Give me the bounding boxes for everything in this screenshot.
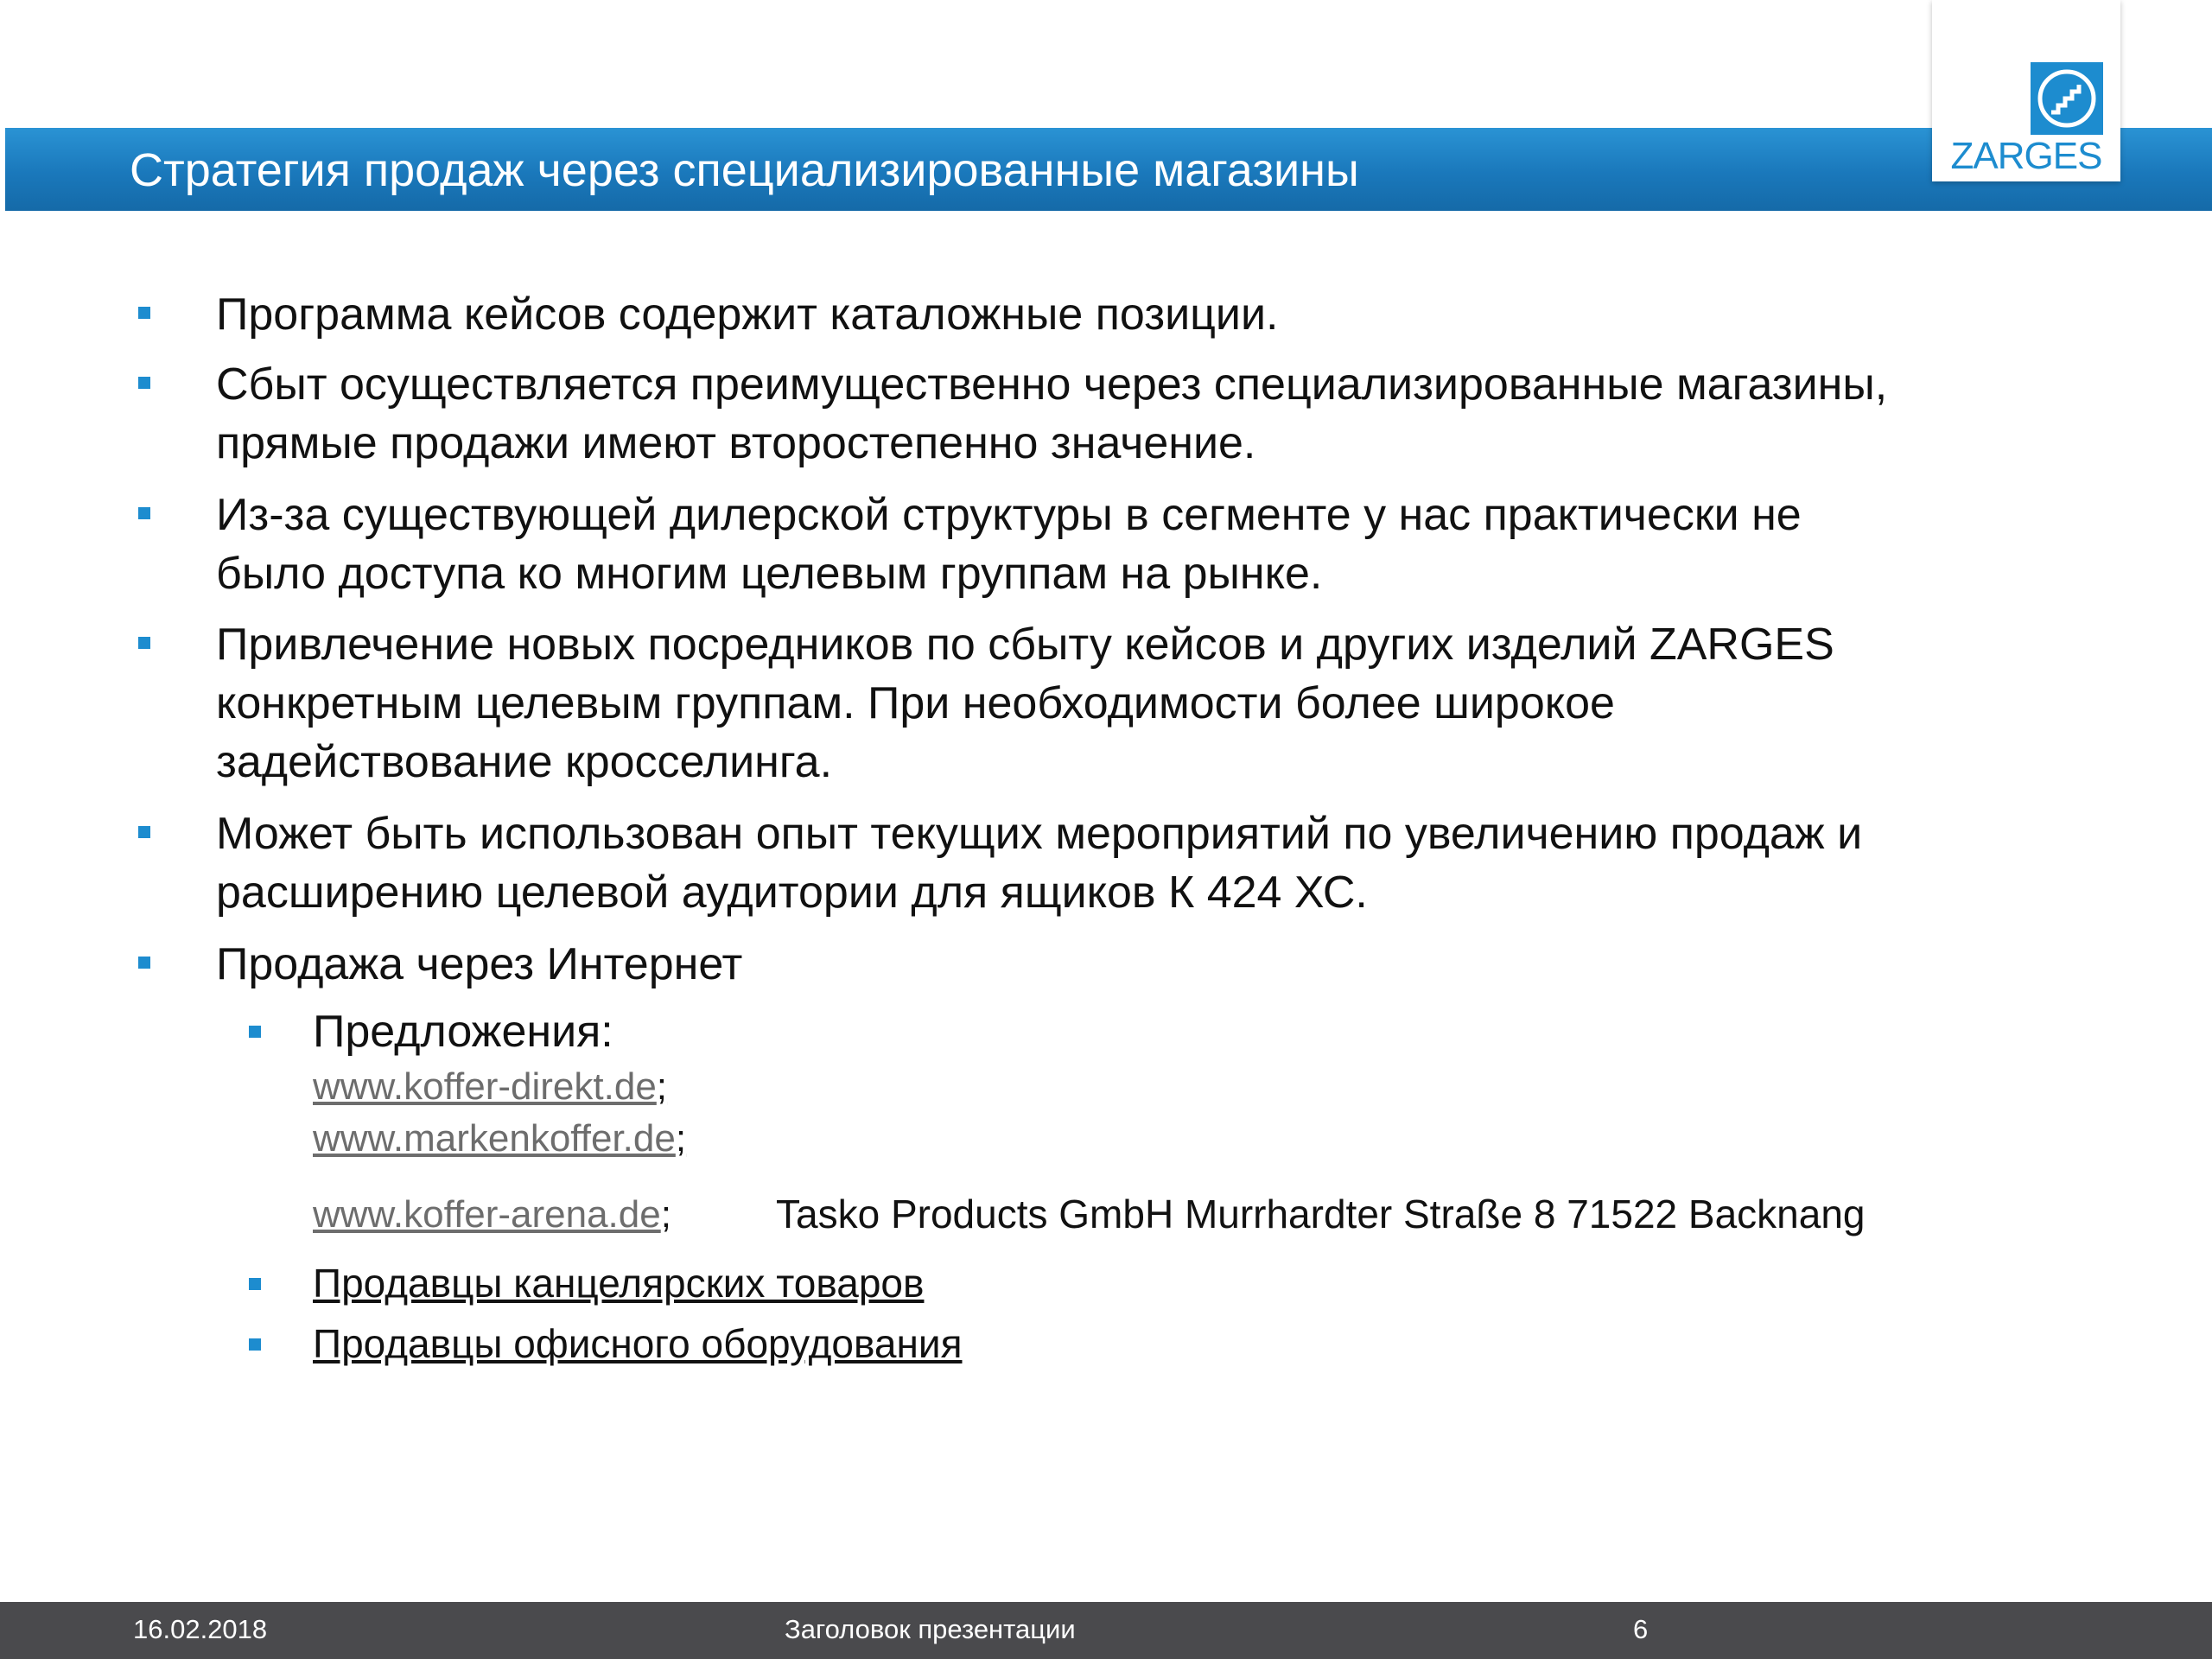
footer-page-number: 6 [1633, 1614, 1649, 1644]
sub-bullet-marker [249, 1026, 261, 1038]
link-separator: ; [656, 1065, 668, 1108]
link-koffer-direkt[interactable] [313, 1061, 667, 1113]
list-item-text: Продажа через Интернет [216, 939, 743, 989]
list-item-text: Может быть использован опыт текущих мероприятий по увеличению продаж и [216, 809, 1863, 859]
list-item [0, 355, 2160, 476]
sub-item-stationery[interactable]: Продавцы канцелярских товаров [313, 1261, 925, 1306]
link-url[interactable]: www.koffer-arena.de [313, 1193, 661, 1236]
list-item-text: Привлечение новых посредников по сбыту кейсов и других изделий ZARGES [216, 620, 1834, 670]
bullet-marker [138, 307, 150, 319]
list-item-text: прямые продажи имеют второстепенно значение. [216, 418, 1256, 468]
list-item-text: задействование кросселинга. [216, 737, 833, 787]
list-item-text: Программа кейсов содержит каталожные позиции. [216, 289, 1279, 340]
logo-text: ZARGES [1950, 135, 2102, 177]
footer-title: Заголовок презентации [785, 1614, 1076, 1644]
link-separator: ; [675, 1117, 687, 1160]
sub-item-office-equipment[interactable]: Продавцы офисного оборудования [313, 1321, 963, 1366]
link-url[interactable]: www.markenkoffer.de [313, 1117, 676, 1160]
list-item-text: Сбыт осуществляется преимущественно через специализированные магазины, [216, 359, 1888, 410]
stairs-icon [2031, 62, 2103, 135]
list-item-text: расширению целевой аудитории для ящиков К 424 ХС. [216, 868, 1368, 918]
sub-bullet-marker [249, 1338, 261, 1351]
link-koffer-arena[interactable] [313, 1189, 671, 1241]
slide-title: Стратегия продаж через специализированные магазины [130, 144, 1359, 196]
list-item-text: Из-за существующей дилерской структуры в сегменте у нас практически не [216, 490, 1802, 540]
offers-label: Предложения: [313, 1007, 613, 1057]
footer-bar [0, 1602, 2212, 1659]
bullet-marker [138, 957, 150, 969]
list-item [0, 486, 2160, 607]
footer-date: 16.02.2018 [133, 1614, 268, 1644]
sub-bullet-marker [249, 1278, 261, 1290]
company-address: Tasko Products GmbH Murrhardter Straße 8 71522 Backnang [776, 1192, 1866, 1236]
list-item-text: было доступа ко многим целевым группам на рынке. [216, 549, 1323, 599]
list-item-text: конкретным целевым группам. При необходимости более широкое [216, 678, 1615, 728]
link-separator: ; [660, 1193, 671, 1236]
list-item [0, 615, 2160, 797]
link-url[interactable]: www.koffer-direkt.de [313, 1065, 657, 1108]
link-markenkoffer[interactable] [313, 1113, 686, 1165]
list-item [0, 804, 2160, 925]
